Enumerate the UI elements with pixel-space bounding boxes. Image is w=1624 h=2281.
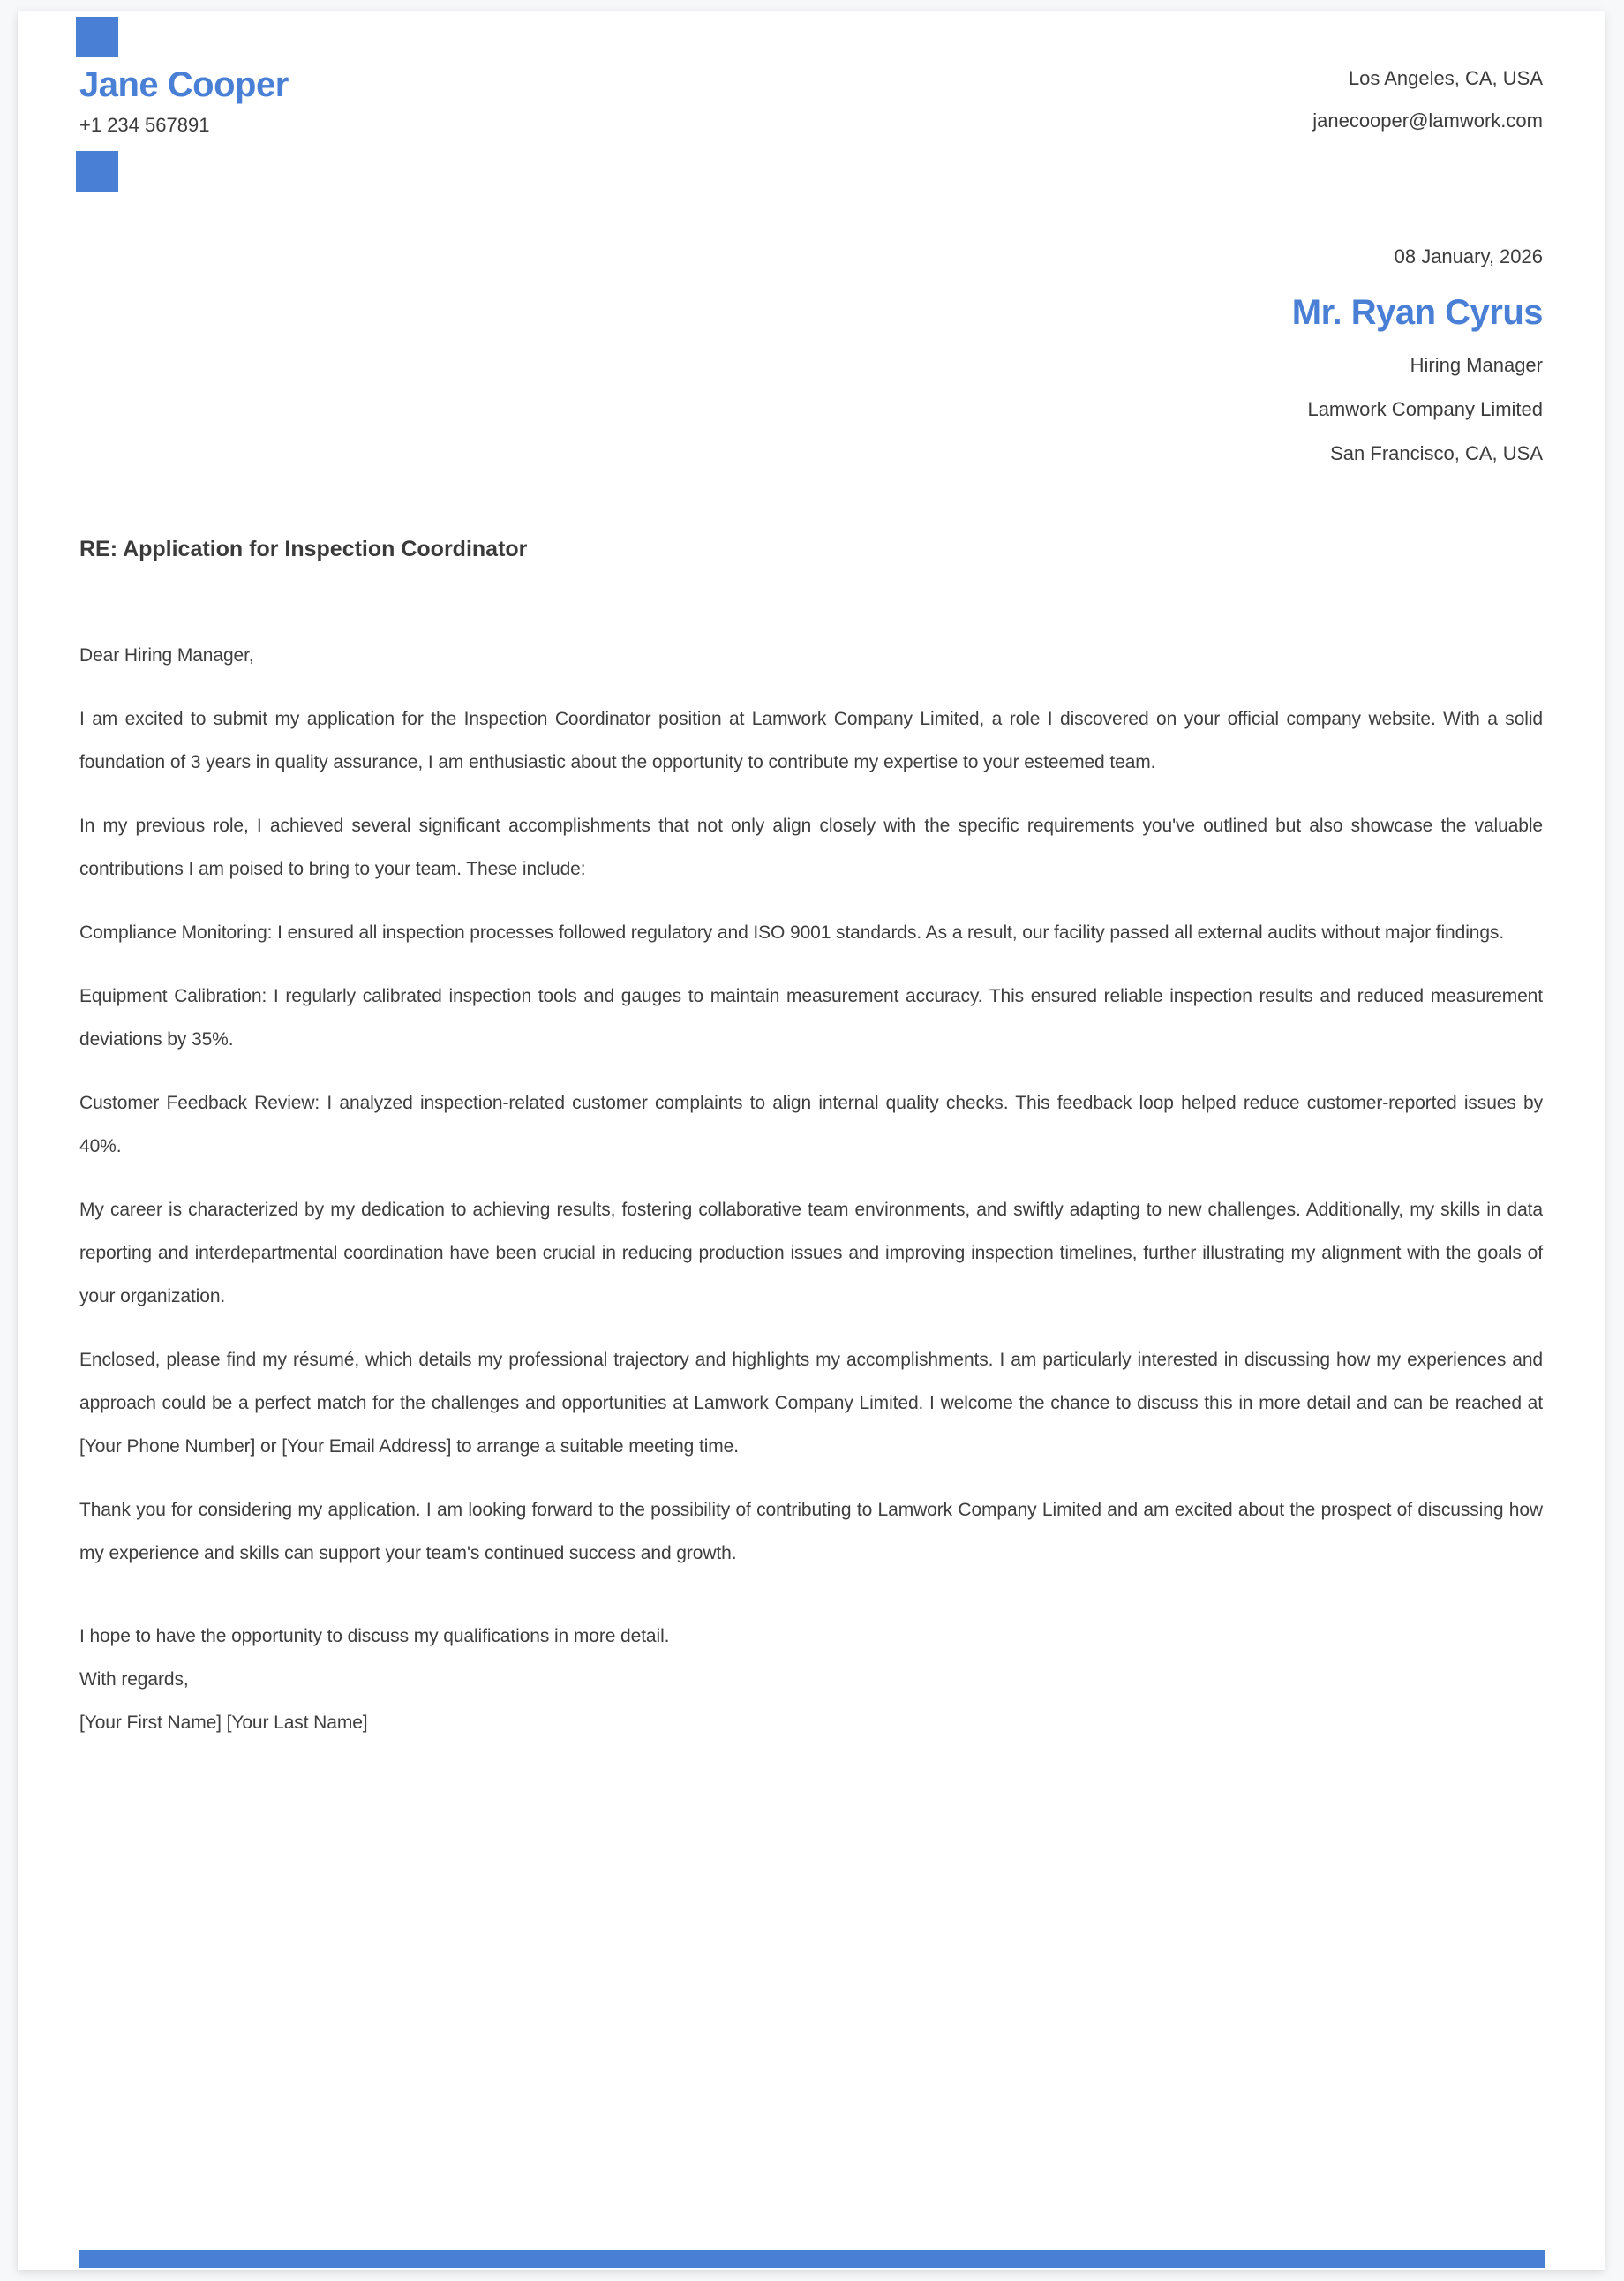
recipient-location: San Francisco, CA, USA (1330, 442, 1543, 464)
sender-name: Jane Cooper (79, 65, 289, 104)
body-paragraph: Customer Feedback Review: I analyzed inspection-related customer complaints to align internal quality checks. This feedback loop helped reduce customer-reported issues by 40%. (79, 1093, 1543, 1156)
sender-phone: +1 234 567891 (79, 114, 210, 136)
signature-name: [Your First Name] [Your Last Name] (79, 1713, 368, 1733)
body-paragraph: Equipment Calibration: I regularly calibrated inspection tools and gauges to maintain measurement accuracy. This ensured reliable inspection results and reduced measurement deviations by 35%. (79, 986, 1543, 1050)
recipient-name: Mr. Ryan Cyrus (1291, 293, 1543, 332)
body-paragraph: My career is characterized by my dedication to achieving results, fostering collaborative team environments, and swiftly adapting to new challenges. Additionally, my skills in data reporting and interdepartmental coordination have been crucial in reducing production issues and improving inspection timelines, further illustrating my alignment with the goals of your organization. (79, 1200, 1543, 1306)
brand-square-top (76, 17, 118, 57)
body-paragraph: I am excited to submit my application for the Inspection Coordinator position at Lamwork Company Limited, a role I discovered on your official company website. With a solid foundation of 3 years in quality assurance, I am enthusiastic about the opportunity to contribute my expertise to your esteemed team. (79, 709, 1543, 772)
sender-block (76, 17, 289, 192)
sender-contact-block (1312, 57, 1543, 142)
body-paragraph: Thank you for considering my application. I am looking forward to the possibility of contributing to Lamwork Company Limited and am excited about the prospect of discussing how my experience and skills can support your team's continued success and growth. (79, 1500, 1543, 1563)
valediction: With regards, (79, 1669, 189, 1690)
closing-block (79, 1615, 1543, 1701)
salutation: Dear Hiring Manager, (79, 645, 254, 666)
letter-date: 08 January, 2026 (1394, 245, 1543, 267)
sender-location: Los Angeles, CA, USA (1348, 67, 1543, 89)
recipient-title: Hiring Manager (1410, 354, 1543, 376)
recipient-details (1292, 343, 1543, 476)
sender-email: janecooper@lamwork.com (1312, 109, 1543, 132)
closing-line: I hope to have the opportunity to discuss my qualifications in more detail. (79, 1626, 670, 1646)
letter-body (79, 634, 1543, 1765)
subject-line: RE: Application for Inspection Coordinator (79, 537, 528, 561)
body-paragraph: Enclosed, please find my résumé, which details my professional trajectory and highlights my accomplishments. I am particularly interested in discussing how my experiences and approach could be a perfect match for the challenges and opportunities at Lamwork Company Limited. I welcome the chance to discuss this in more detail and can be reached at [Your Phone Number] or [Your Email Address] to arrange a suitable meeting time. (79, 1350, 1543, 1457)
body-paragraph: Compliance Monitoring: I ensured all inspection processes followed regulatory and ISO 9001 standards. As a result, our facility passed all external audits without major findings. (79, 922, 1505, 943)
recipient-company: Lamwork Company Limited (1307, 398, 1543, 420)
brand-square-bottom (76, 151, 118, 192)
footer-accent-bar (79, 2250, 1545, 2268)
body-paragraph: In my previous role, I achieved several significant accomplishments that not only align closely with the specific requirements you've outlined but also showcase the valuable contributions I am poised to bring to your team. These include: (79, 816, 1543, 879)
recipient-block (1292, 292, 1543, 476)
letter-page (18, 11, 1605, 2270)
